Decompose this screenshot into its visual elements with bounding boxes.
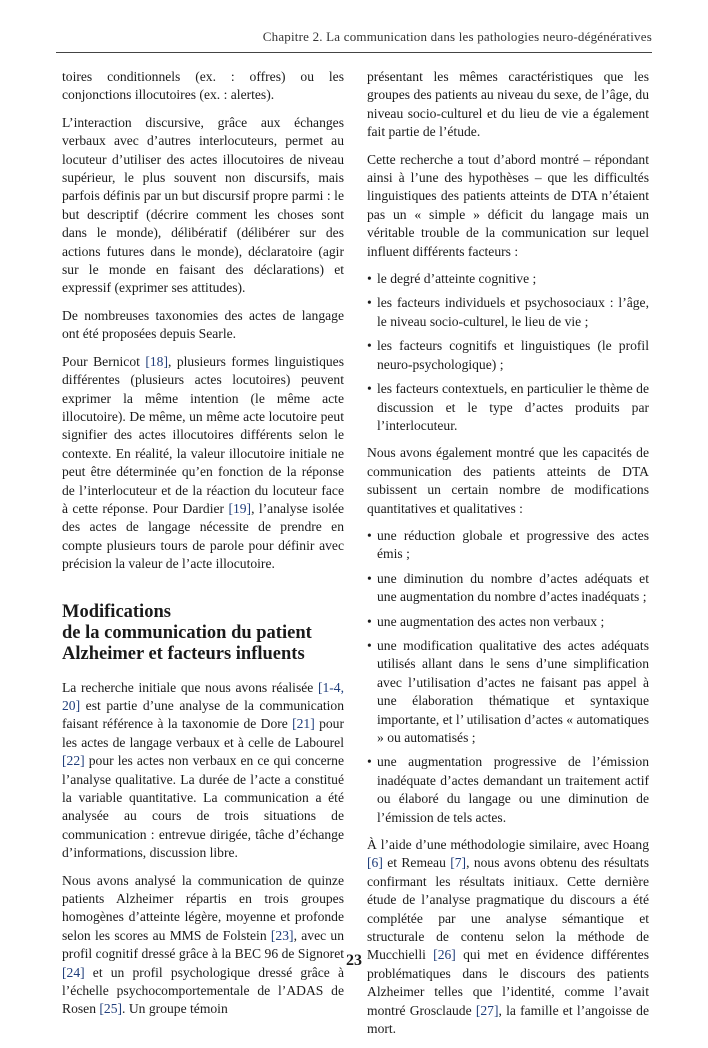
text-run: , plusieurs formes linguistiques différentes (plusieurs actes locutoires) peuvent exprimer la même intention (le même acte illocutoire). De même, un même acte locutoire peut signifier des actes illocutoires différents selon le contexte. En réalité, la valeur illocutoire initiale ne peut être déterminée qu’en fonction de la réponse de l’interlocuteur et de la réaction du locuteur face à cette réponse. Pour Dardier [62, 353, 344, 516]
page-number: 23 [346, 952, 362, 969]
list-item: • une augmentation des actes non verbaux ; [367, 613, 649, 631]
text-run: , l’analyse isolée des actes de langage nécessite de prendre en compte plusieurs tours de parole pour définir avec précision la valeur de l’acte illocutoire. [62, 500, 345, 572]
citation-link[interactable]: [1-4, 20] [62, 679, 344, 713]
paragraph: toires conditionnels (ex. : offres) ou les conjonctions illocutoires (ex. : alertes). [62, 69, 344, 103]
citation-link[interactable]: [22] [62, 753, 85, 769]
citation-link[interactable]: [21] [292, 716, 315, 732]
paragraph: Nous avons également montré que les capacités de communication des patients atteints de DTA subissent un certain nombre de modifications quantitatives et qualitatives : [367, 445, 649, 516]
heading-line: de la communication du patient [62, 622, 312, 643]
citation-link[interactable]: [6] [367, 855, 383, 871]
text-run: pour les actes de langage verbaux et à celle de Labourel [62, 716, 344, 750]
citation-link[interactable]: [18] [145, 353, 168, 369]
text-run: et un profil psychologique dressé grâce à l’échelle psychocomportementale de l’ADAS de Rosen [62, 964, 344, 1017]
text-run: et Remeau [382, 855, 451, 871]
text-run: est partie d’une analyse de la communication faisant référence à la taxonomie de Dore [62, 697, 344, 732]
modification-list [367, 527, 649, 827]
list-item: • une modification qualitative des actes adéquats utilisés allant dans le sens d’une simplification avec l’utilisation d’actes ne faisant pas appel à une élaboration thématique et syntaxique importante, et l’ utilisation d’actes « automatiques » ou automatisés ; [367, 637, 649, 747]
citation-link[interactable]: [19] [228, 500, 252, 516]
text-run: À l’aide d’une méthodologie similaire, avec Hoang [367, 837, 649, 853]
paragraph: De nombreuses taxonomies des actes de langage ont été proposées depuis Searle. [62, 307, 344, 342]
heading-line: Modifications [62, 601, 171, 622]
text-run: Nous avons analysé la communication de quinze patients Alzheimer répartis en trois groupes homogènes d’atteinte légère, moyenne et profonde selon les scores au MMS de Folstein [62, 872, 344, 943]
citation-link[interactable]: [27] [475, 1002, 499, 1018]
paragraph [62, 353, 344, 574]
text-run: Pour Bernicot [62, 353, 146, 369]
paragraph [367, 836, 649, 1038]
paragraph [62, 679, 344, 863]
section-heading [62, 602, 344, 665]
heading-line: Alzheimer et facteurs influents [62, 643, 305, 664]
paragraph: Cette recherche a tout d’abord montré – répondant ainsi à l’une des hypothèses – que les difficultés linguistiques des patients atteints de DTA n’étaient pas un « simple » déficit du langage mais un véritable trouble de la communication sur lequel influent différents facteurs : [367, 151, 649, 259]
citation-link[interactable]: [25] [99, 1001, 123, 1017]
text-run: , la famille et l’angoisse de mort. [367, 1002, 649, 1037]
citation-link[interactable]: [26] [433, 947, 456, 963]
list-item: • une augmentation progressive de l’émission inadéquate d’actes demandant un traitement actif ou élaboré du langage ou une diminution de l’émission de tels actes. [367, 753, 649, 827]
text-run: qui met en évidence différentes problématiques dans le discours des patients Alzheimer telles que l’identité, comme l’avait montré Grosclaude [367, 947, 649, 1018]
factor-list [367, 270, 649, 435]
text-run: pour les actes non verbaux en ce qui concerne l’analyse qualitative. La durée de l’acte a constitué la variable quantitative. La communication a été analysée au cours de trois situations de communication : entrevue dirigée, tâche d’échange d’informations, discussion libre. [62, 753, 344, 861]
citation-link[interactable]: [24] [62, 964, 85, 980]
citation-link[interactable]: [23] [270, 927, 294, 943]
running-head: Chapitre 2. La communication dans les pathologies neuro-dégénératives [262, 29, 652, 44]
paragraph [62, 872, 344, 1019]
left-column [62, 68, 344, 1028]
text-run: , avec un profil cognitif dressé grâce à la BEC 96 de Signoret [62, 927, 345, 962]
text-run: . Un groupe témoin [122, 1001, 228, 1017]
list-item: • le degré d’atteinte cognitive ; [367, 270, 649, 288]
list-item: • les facteurs contextuels, en particulier le thème de discussion et le type d’actes produits par l’interlocuteur. [367, 380, 649, 435]
paragraph: L’interaction discursive, grâce aux échanges verbaux avec d’autres interlocuteurs, permet au locuteur d’utiliser des actes illocutoires de niveau supérieur, le plus souvent non discursifs, mais parfois définis par un but discursif propre parmi : le but descriptif (décrire comment les choses sont dans le monde), délibératif (délibérer sur des actions futures dans le monde), déclaratoire (agir sur le monde en faisant des déclarations) et expressif (exprimer ses attitudes). [62, 114, 344, 296]
right-column [367, 68, 649, 1048]
list-item: • une diminution du nombre d’actes adéquats et une augmentation du nombre d’actes inadéquats ; [367, 570, 649, 607]
list-item: • les facteurs individuels et psychosociaux : l’âge, le niveau socio-culturel, le lieu de vie ; [367, 294, 649, 331]
paragraph: présentant les mêmes caractéristiques que les groupes des patients au niveau du sexe, de l’âge, du niveau socio-culturel et du lieu de vie a également fait partie de l’étude. [367, 69, 649, 140]
list-item: • une réduction globale et progressive des actes émis ; [367, 527, 649, 564]
text-run: , nous avons obtenu des résultats confirmant les résultats initiaux. Cette dernière étude de l’analyse pragmatique du discours a été complétée par une analyse sémantique et structurale de contenu selon la méthode de Mucchielli [367, 855, 649, 963]
citation-link[interactable]: [7] [450, 855, 467, 871]
page-header [56, 24, 652, 53]
text-run: La recherche initiale que nous avons réalisée [62, 679, 318, 695]
list-item: • les facteurs cognitifs et linguistiques (le profil neuro-psychologique) ; [367, 337, 649, 374]
